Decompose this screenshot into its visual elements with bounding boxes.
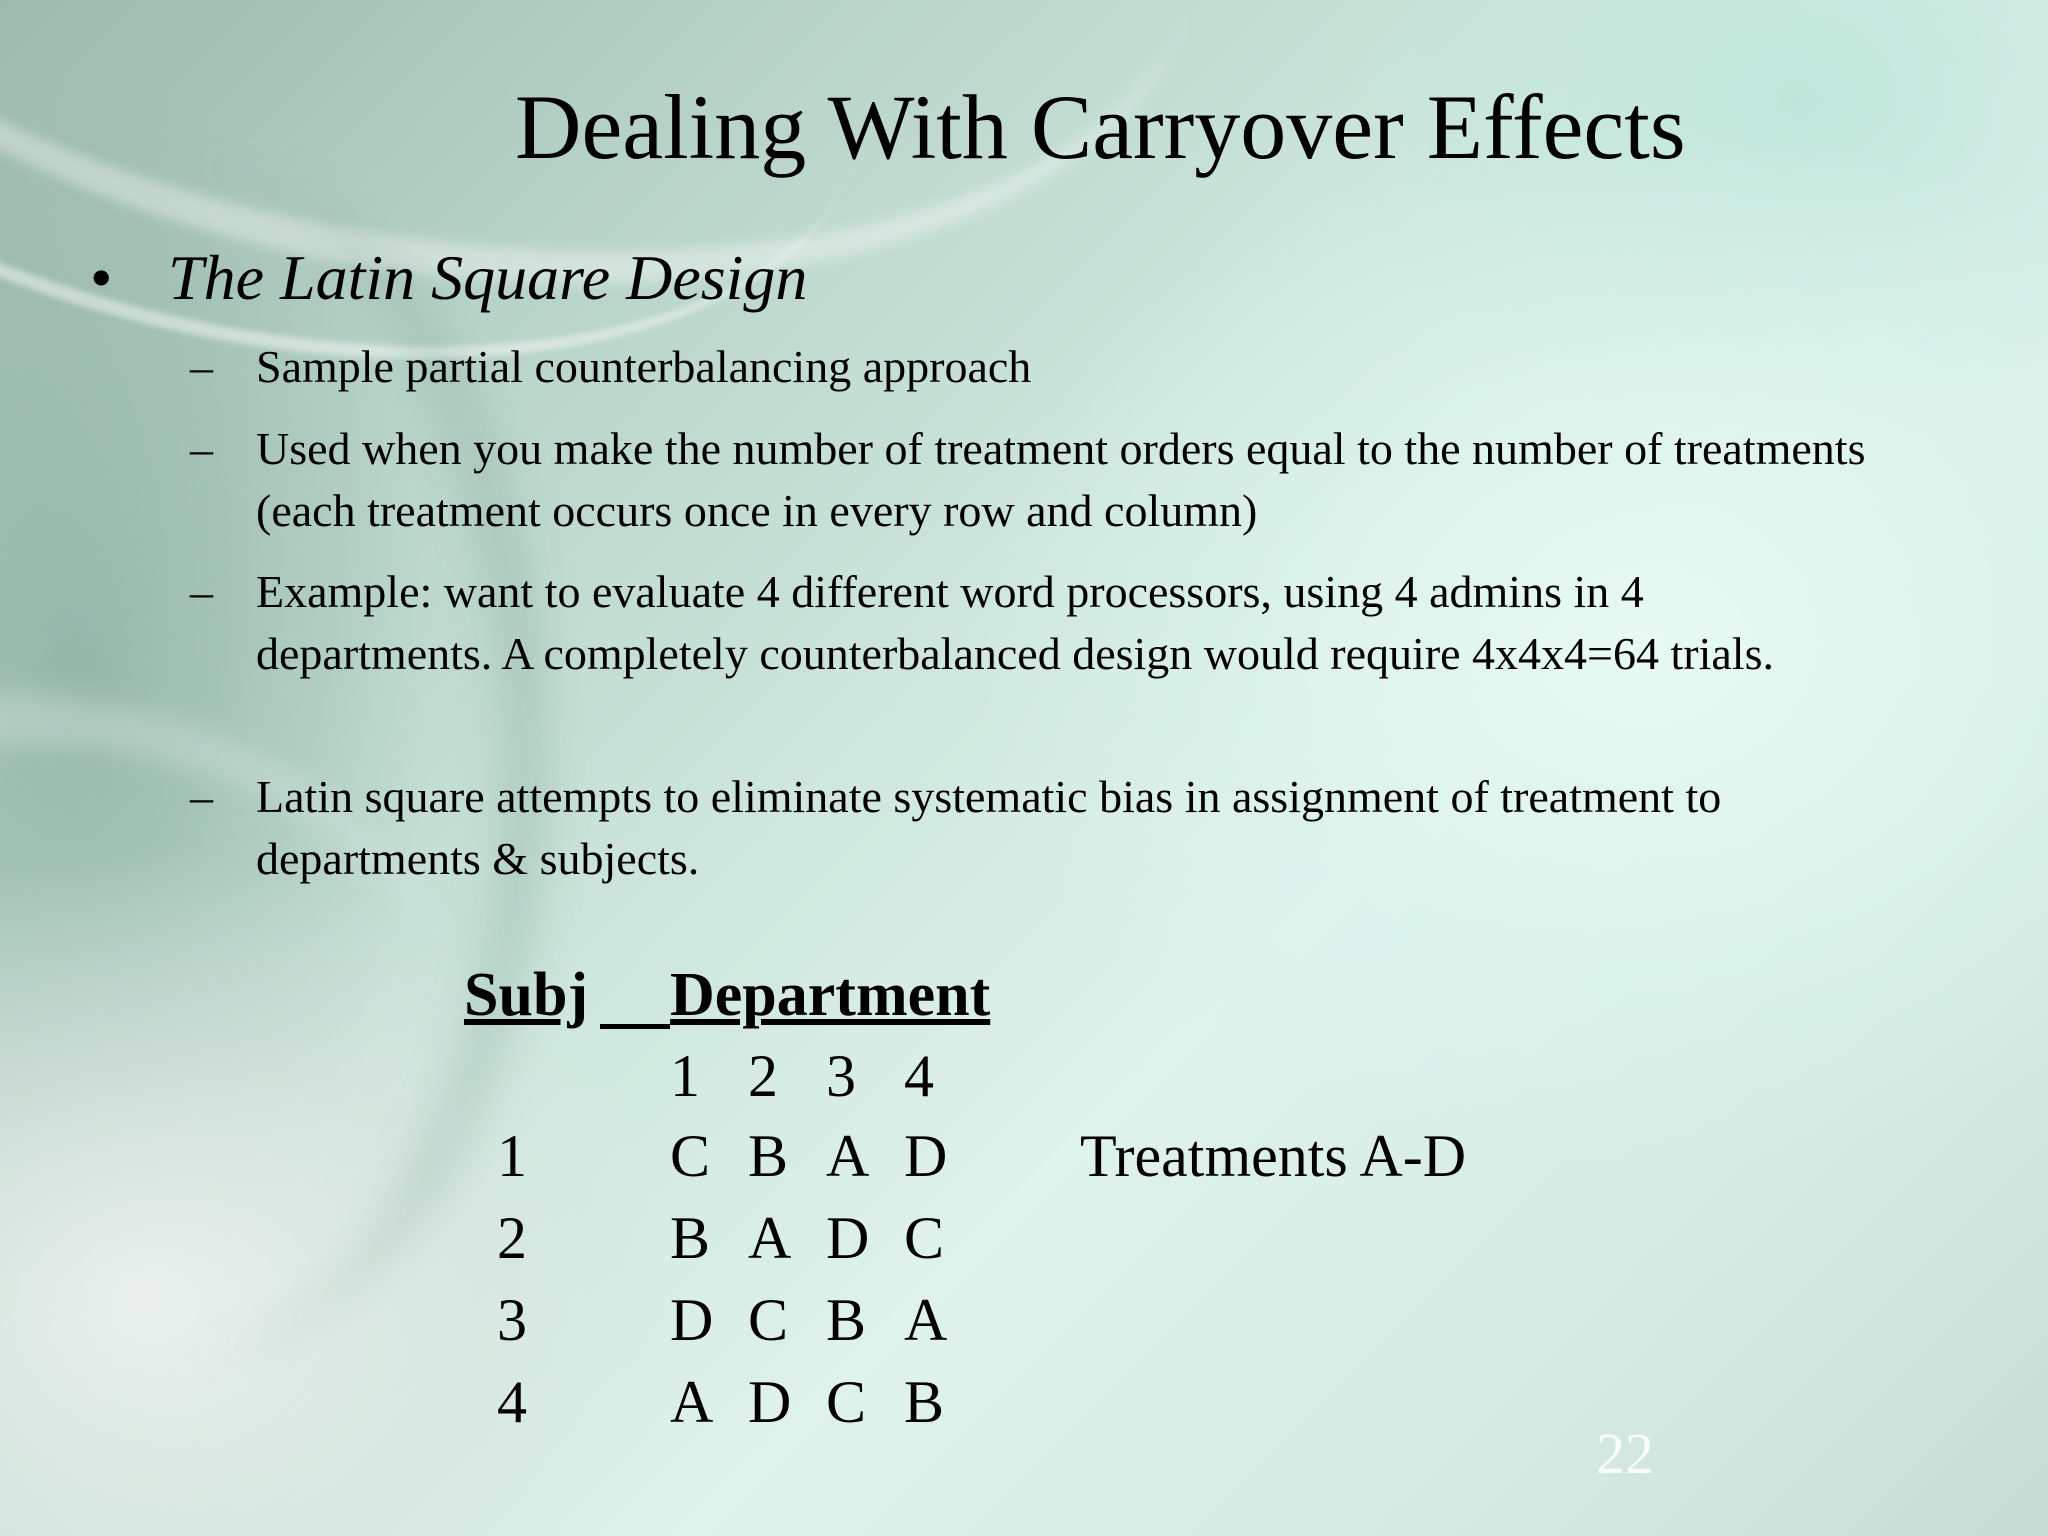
department-number: 4 [904, 1043, 934, 1109]
sub-bullet-text: Sample partial counterbalancing approach [256, 341, 1032, 392]
treatment-sequence [670, 1284, 982, 1356]
dash-symbol: – [190, 771, 213, 822]
slide-title: Dealing With Carryover Effects [515, 76, 1686, 178]
department-numbers [670, 1040, 944, 1112]
treatment-cell: A [748, 1205, 792, 1271]
subject-number: 1 [497, 1123, 527, 1189]
department-number: 1 [670, 1043, 700, 1109]
treatment-cell: C [904, 1205, 945, 1271]
header-underline-gap [600, 1024, 670, 1029]
background-swoosh [0, 0, 1248, 375]
treatment-cell: D [670, 1287, 714, 1353]
subject-number: 2 [497, 1205, 527, 1271]
treatment-cell: D [904, 1123, 948, 1189]
treatment-cell: D [826, 1205, 870, 1271]
department-number: 2 [748, 1043, 778, 1109]
treatment-cell: C [748, 1287, 789, 1353]
subject-number: 3 [497, 1287, 527, 1353]
treatment-cell: B [904, 1369, 945, 1435]
treatment-sequence [670, 1202, 982, 1274]
treatment-sequence [670, 1120, 982, 1192]
dash-symbol: – [190, 423, 213, 474]
subject-number: 4 [497, 1369, 527, 1435]
department-number: 3 [826, 1043, 856, 1109]
treatment-cell: A [904, 1287, 948, 1353]
treatment-cell: D [748, 1369, 792, 1435]
treatment-cell: A [826, 1123, 870, 1189]
treatment-sequence [670, 1366, 982, 1438]
sub-bullet-text: Latin square attempts to eliminate systematic bias in assignment of treatment to departments & subjects. [256, 771, 1722, 884]
subj-header: Subj [464, 961, 589, 1029]
page-number: 22 [1596, 1421, 1654, 1486]
dash-symbol: – [190, 566, 213, 617]
treatments-legend: Treatments A-D [1080, 1123, 1467, 1189]
sub-bullet-text: Used when you make the number of treatment orders equal to the number of treatments (each treatment occurs once in every row and column) [256, 423, 1866, 536]
treatment-cell: B [826, 1287, 867, 1353]
bullet-text: The Latin Square Design [168, 242, 808, 313]
bullet-symbol: • [90, 242, 113, 313]
treatment-cell: C [670, 1123, 711, 1189]
treatment-cell: B [748, 1123, 789, 1189]
background-swoosh [0, 554, 621, 1536]
dash-symbol: – [190, 341, 213, 392]
department-header: Department [670, 961, 991, 1029]
treatment-cell: C [826, 1369, 867, 1435]
treatment-cell: B [670, 1205, 711, 1271]
sub-bullet-text: Example: want to evaluate 4 different word processors, using 4 admins in 4 departments. A completely counterbalanced design would require 4x4x4=64 trials. [256, 566, 1774, 679]
treatment-cell: A [670, 1369, 714, 1435]
